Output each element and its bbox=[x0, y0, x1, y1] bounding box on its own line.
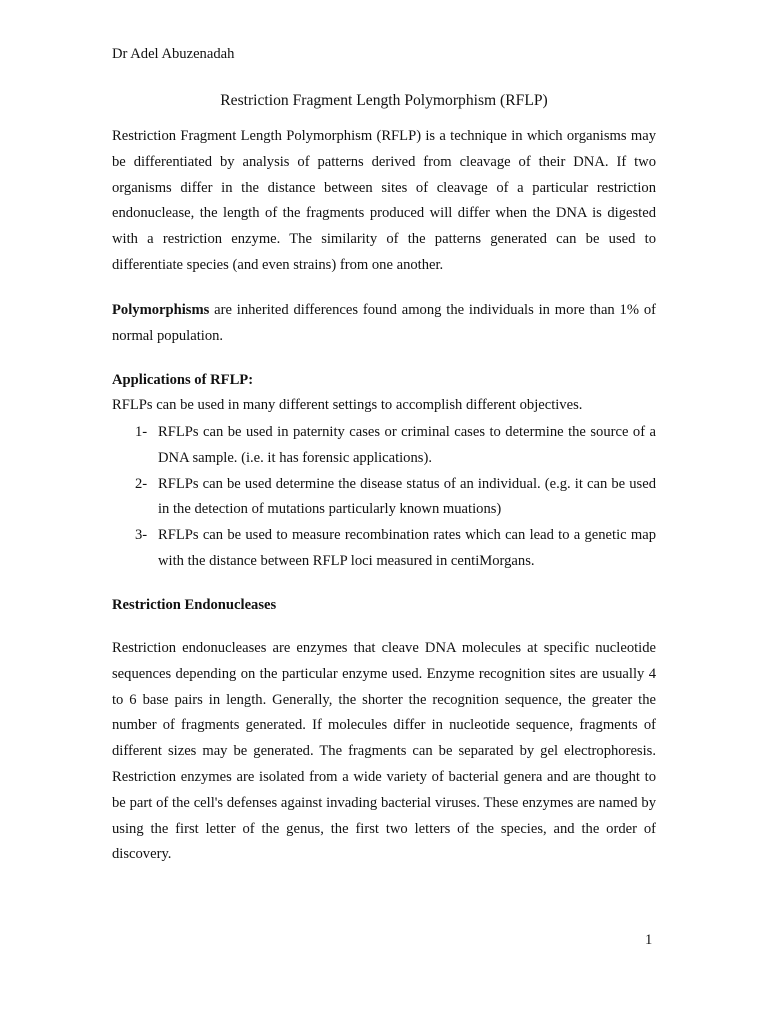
list-item bbox=[112, 472, 656, 524]
list-item-number: 3- bbox=[135, 527, 148, 544]
polymorphisms-definition: are inherited differences found among the individuals in more than 1% of normal population. bbox=[112, 302, 656, 344]
list-item bbox=[112, 420, 656, 472]
list-item-text: RFLPs can be used to measure recombination rates which can lead to a genetic map with the distance between RFLP loci measured in centiMorgans. bbox=[158, 527, 656, 569]
list-item-text: RFLPs can be used determine the disease status of an individual. (e.g. it can be used in the detection of mutations particularly known muations) bbox=[158, 475, 656, 518]
list-item-text: RFLPs can be used in paternity cases or criminal cases to determine the source of a DNA sample. (i.e. it has forensic applications). bbox=[158, 424, 656, 466]
applications-list bbox=[112, 420, 656, 575]
polymorphisms-paragraph bbox=[112, 298, 656, 350]
list-item bbox=[112, 523, 656, 575]
restriction-endonucleases-paragraph: Restriction endonucleases are enzymes that cleave DNA molecules at specific nucleotide sequences depending on the particular enzyme used. Enzyme recognition sites are usually 4 to 6 base pairs in length. Generally, the shorter the recognition sequence, the greater the number of fragments generated. If molecules differ in nucleotide sequence, fragments of different sizes may be generated. The fragments can be separated by gel electrophoresis. Restriction enzymes are isolated from a wide variety of bacterial genera and are thought to be part of the cell's defenses against invading bacterial viruses. These enzymes are named by using the first letter of the genus, the first two letters of the species, and the order of discovery. bbox=[112, 640, 656, 863]
polymorphisms-term: Polymorphisms bbox=[112, 302, 210, 318]
document-title: Restriction Fragment Length Polymorphism (RFLP) bbox=[220, 92, 548, 109]
page-header-author: Dr Adel Abuzenadah bbox=[112, 46, 235, 62]
intro-paragraph: Restriction Fragment Length Polymorphism (RFLP) is a technique in which organisms may be differentiated by analysis of patterns derived from cleavage of their DNA. If two organisms differ in the distance between sites of cleavage of a particular restriction endonuclease, the length of the fragments produced will differ when the DNA is digested with a restriction enzyme. The similarity of the patterns generated can be used to differentiate species (and even strains) from one another. bbox=[112, 128, 656, 273]
list-item-number: 2- bbox=[135, 475, 148, 492]
restriction-endonucleases-heading: Restriction Endonucleases bbox=[112, 597, 277, 613]
page-number: 1 bbox=[645, 932, 653, 948]
applications-intro: RFLPs can be used in many different settings to accomplish different objectives. bbox=[112, 397, 583, 413]
applications-heading: Applications of RFLP: bbox=[112, 372, 254, 388]
list-item-number: 1- bbox=[135, 424, 148, 440]
